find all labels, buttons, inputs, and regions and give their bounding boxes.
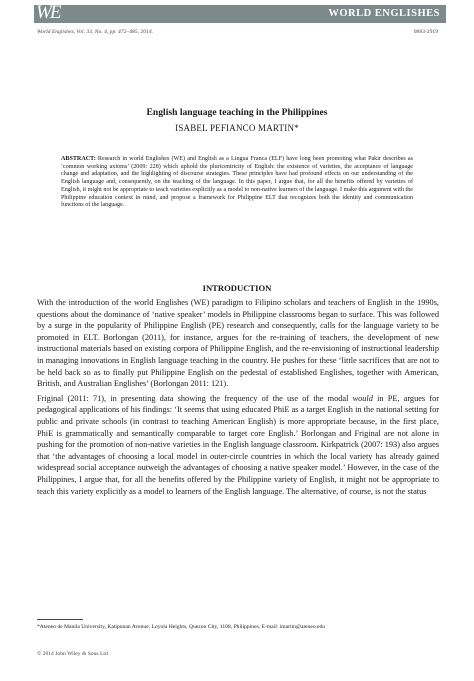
paragraph	[37, 393, 439, 497]
abstract	[61, 156, 413, 210]
article-title: English language teaching in the Philippines	[146, 107, 328, 118]
journal-logo: WE	[36, 2, 60, 23]
issn: 0883-2919	[413, 29, 438, 35]
abstract-label: ABSTRACT:	[61, 156, 96, 162]
section-heading-introduction: INTRODUCTION	[202, 283, 272, 293]
article-author: ISABEL PEFIANCO MARTIN*	[175, 123, 299, 133]
paragraph-text: Friginal (2011: 71), in presenting data showing the frequency of the use of the modal	[37, 393, 353, 403]
body-text	[37, 297, 439, 497]
paragraph: With the introduction of the world Englishes (WE) paradigm to Filipino scholars and teachers of English in the 1990s, questions about the dominance of ‘native speaker’ models in Philippine classrooms began to surface. This was followed by a surge in the popularity of Philippine English (PE) research and consequently, calls for the language variety to be promoted in ELT. Borlongan (2011), for instance, argues for the re-training of teachers, the development of new instructional materials based on existing corpora of Philippine English, and the re-envisioning of instructional leadership in managing innovations in English language teaching in the country. He pushes for these ‘little sacrifices that are not to be held back so as to finally put Philippine English on the pedestal of established Englishes, together with American, British, and Australian Englishes’ (Borlongan 2011: 121).	[37, 298, 439, 389]
footnote-divider	[37, 619, 83, 620]
author-footnote: *Ateneo de Manila University, Katipunan Avenue, Loyola Heights, Quezon City, 1108, Philippines. E-mail: imartin@ateneo.edu	[37, 624, 326, 630]
copyright: © 2014 John Wiley & Sons Ltd	[37, 651, 108, 657]
journal-citation: World Englishes, Vol. 33, No. 4, pp. 472–485, 2014.	[37, 29, 154, 35]
paragraph-italic: would	[352, 393, 373, 403]
abstract-text: Research in world Englishes (WE) and English as a Lingua Franca (ELF) have long been promoting what Pakir describes as ‘common working axioms’ (2009: 228) which uphold the pluricentricity of English: the existence of varieties, the acceptance of language change and adaptation, and the highlighting of discourse strategies. These principles have had profound effects on our understanding of the English language and, consequently, on the teaching of the language. In this paper, I argue that, for all the benefits offered by varieties of English, it might not be appropriate to teach varieties explicitly as a model to non-native learners of the language. I make this argument with the Philippine education context in mind, and propose a framework for Philippine ELT that recognizes both the identity and communication functions of the language.	[61, 156, 413, 209]
journal-name: WORLD ENGLISHES	[328, 8, 440, 19]
paragraph-text: in PE, argues for pedagogical applications of his findings: ‘It seems that using educated PhiE as a target English in the national setting for public and private schools (in contrast to teaching American English) is more appropriate because, in the first place, PhiE is grammatically and semantically comparable to target core English.’ Borlongan and Friginal are not alone in pushing for the promotion of non-native varieties in the English language classroom. Kirkpatrick (2007: 193) also argues that ‘the advantages of choosing a local model in outer-circle countries in which the local variety has already gained widespread social acceptance outweigh the advantages of choosing a native speaker model.’ However, in the case of the Philippines, I argue that, for all the benefits offered by the Philippine variety of English, it might not be appropriate to teach this variety explicitly as a model to learners of the English language. The alternative, of course, is not the status	[37, 393, 439, 496]
